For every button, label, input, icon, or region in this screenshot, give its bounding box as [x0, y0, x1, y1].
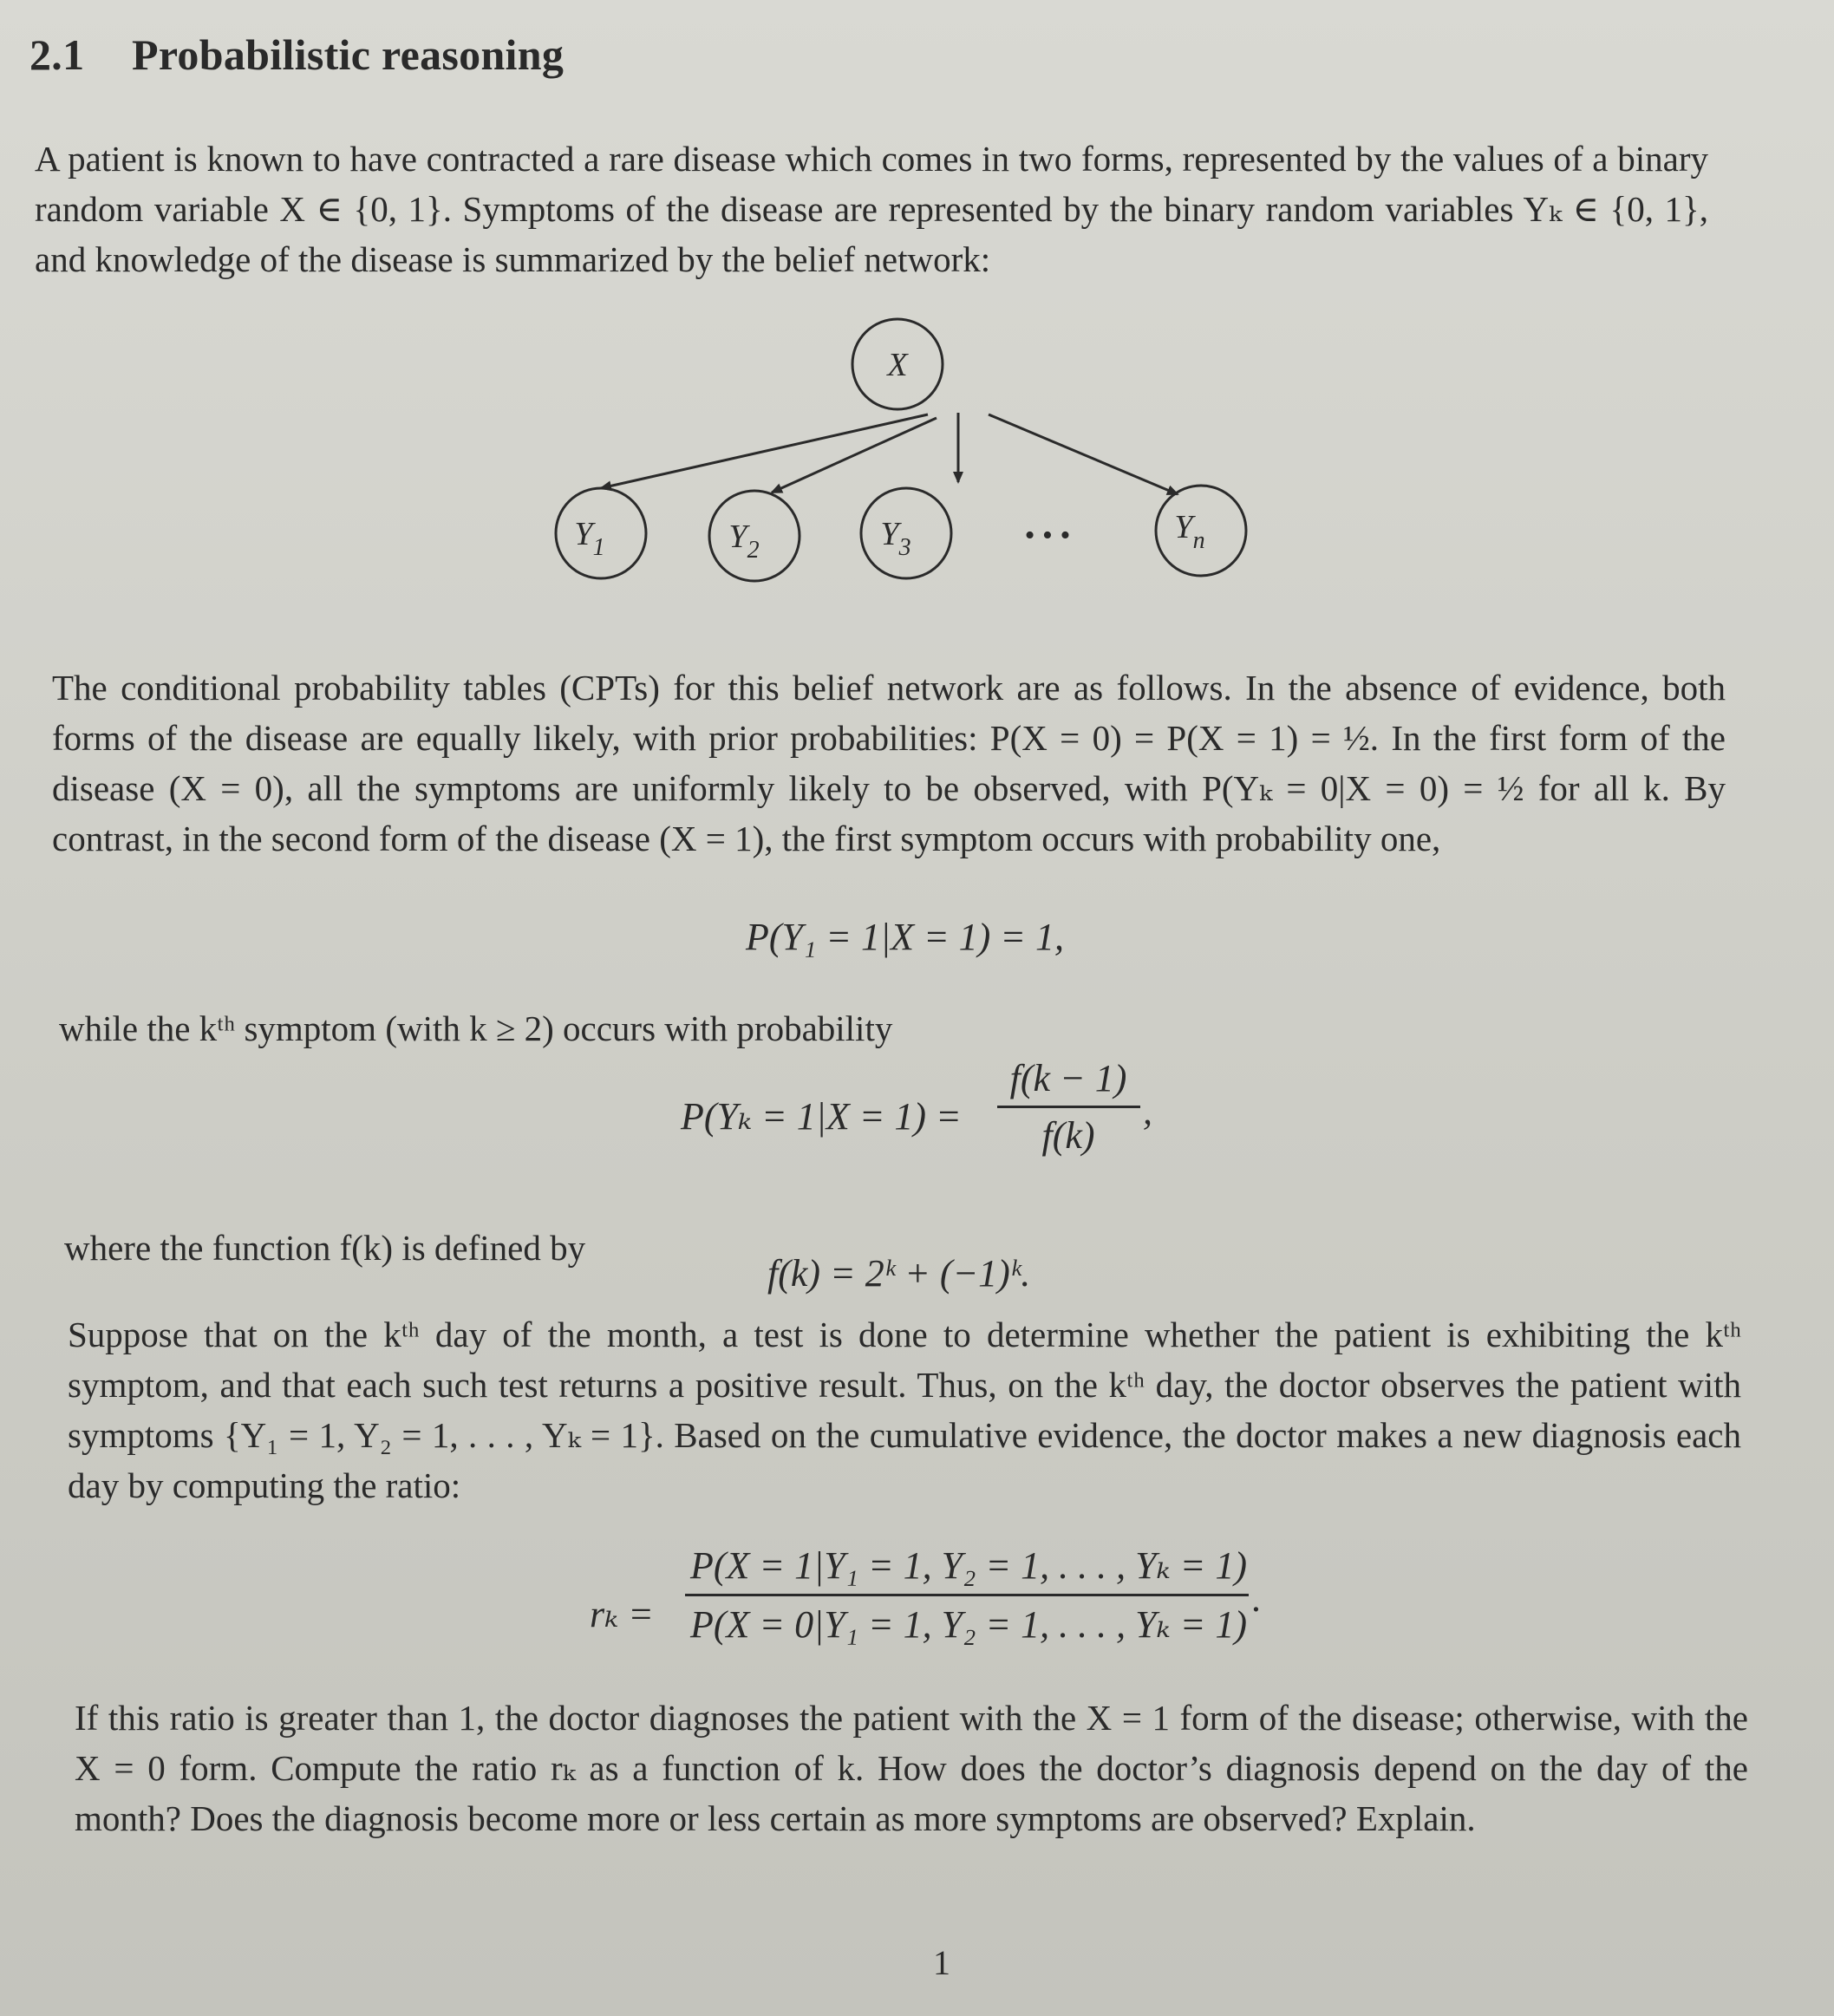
section-heading	[29, 29, 564, 80]
fraction-bar	[685, 1594, 1249, 1596]
belief-network-diagram	[520, 303, 1266, 598]
suppose-paragraph: Suppose that on the kᵗʰ day of the month, a test is done to determine whether the patient is exhibiting the kᵗʰ symptom, and that each such test returns a positive result. Thus, on the kᵗʰ day, the doctor observes the patient with symptoms {Y₁ = 1, Y₂ = 1, . . . , Yₖ = 1}. Based on the cumulative evidence, the doctor makes a new diagnosis each day by computing the ratio:	[68, 1315, 1741, 1505]
equation-kth-symptom-lhs: P(Yₖ = 1|X = 1) =	[681, 1095, 962, 1138]
svg-text:Y2	[728, 519, 759, 564]
equation-ratio-lhs: rₖ =	[590, 1593, 654, 1635]
cpt-paragraph: The conditional probability tables (CPTs) for this belief network are as follows. In the absence of evidence, both forms of the disease are equally likely, with prior probabilities: P(X = 0) = P(X = 1) = ½. In the first form of the disease (X = 0), all the symptoms are uniformly likely to be observed, with P(Yₖ = 0|X = 0) = ½ for all k. By contrast, in the second form of the disease (X = 1), the first symptom occurs with probability one,	[52, 668, 1726, 858]
equation-kth-symptom-numerator: f(k − 1)	[1009, 1057, 1127, 1099]
network-ellipsis: • • •	[1024, 519, 1071, 551]
final-paragraph: If this ratio is greater than 1, the doctor diagnoses the patient with the X = 1 form of the disease; otherwise, with the X = 0 form. Compute the ratio rₖ as a function of k. How does the doctor’s diagnosis depend on the day of the month? Does the diagnosis become more or less certain as more symptoms are observed? Explain.	[75, 1698, 1748, 1838]
equation-f-definition: f(k) = 2ᵏ + (−1)ᵏ.	[767, 1252, 1031, 1295]
svg-text:Y1	[574, 516, 604, 561]
edge-x-yn	[989, 414, 1178, 494]
equation-ratio-denominator: P(X = 0|Y₁ = 1, Y₂ = 1, . . . , Yₖ = 1)	[690, 1603, 1247, 1646]
node-y1-sub: 1	[592, 534, 605, 561]
node-yn-base: Y	[1174, 509, 1193, 545]
equation-first-symptom: P(Y₁ = 1|X = 1) = 1,	[746, 916, 1064, 958]
equation-ratio-trail: .	[1252, 1577, 1262, 1620]
fraction-bar	[997, 1106, 1140, 1108]
where-text: where the function f(k) is defined by	[64, 1228, 586, 1268]
while-text: while the kᵗʰ symptom (with k ≥ 2) occurs with probability	[59, 1008, 893, 1048]
node-x	[852, 319, 943, 409]
equation-kth-symptom-denominator: f(k)	[1041, 1114, 1095, 1157]
section-title: Probabilistic reasoning	[132, 30, 565, 79]
edge-x-y2	[772, 418, 937, 493]
node-x-label: X	[887, 347, 908, 383]
edge-x-y1	[601, 414, 928, 488]
node-y3-base: Y	[880, 516, 899, 552]
node-y3	[861, 488, 951, 578]
intro-paragraph: A patient is known to have contracted a rare disease which comes in two forms, represented by the values of a binary random variable X ∈ {0, 1}. Symptoms of the disease are represented by the binary random variables Yₖ ∈ {0, 1}, and knowledge of the disease is summarized by the belief network:	[35, 139, 1708, 279]
equation-ratio-numerator: P(X = 1|Y₁ = 1, Y₂ = 1, . . . , Yₖ = 1)	[690, 1544, 1247, 1587]
node-y1-base: Y	[574, 516, 593, 552]
node-y3-sub: 3	[898, 534, 911, 561]
page-number: 1	[933, 1943, 950, 1982]
node-y2-base: Y	[728, 519, 747, 555]
svg-text:Y3	[880, 516, 910, 561]
node-y2-sub: 2	[747, 537, 760, 564]
node-yn	[1156, 486, 1246, 576]
section-number: 2.1	[29, 30, 85, 79]
node-yn-sub: n	[1192, 527, 1205, 554]
node-y1	[556, 488, 646, 578]
svg-text:Yn	[1174, 509, 1204, 554]
node-y2	[709, 491, 800, 581]
equation-kth-symptom-trail: ,	[1143, 1090, 1152, 1132]
network-edges	[601, 413, 1178, 494]
